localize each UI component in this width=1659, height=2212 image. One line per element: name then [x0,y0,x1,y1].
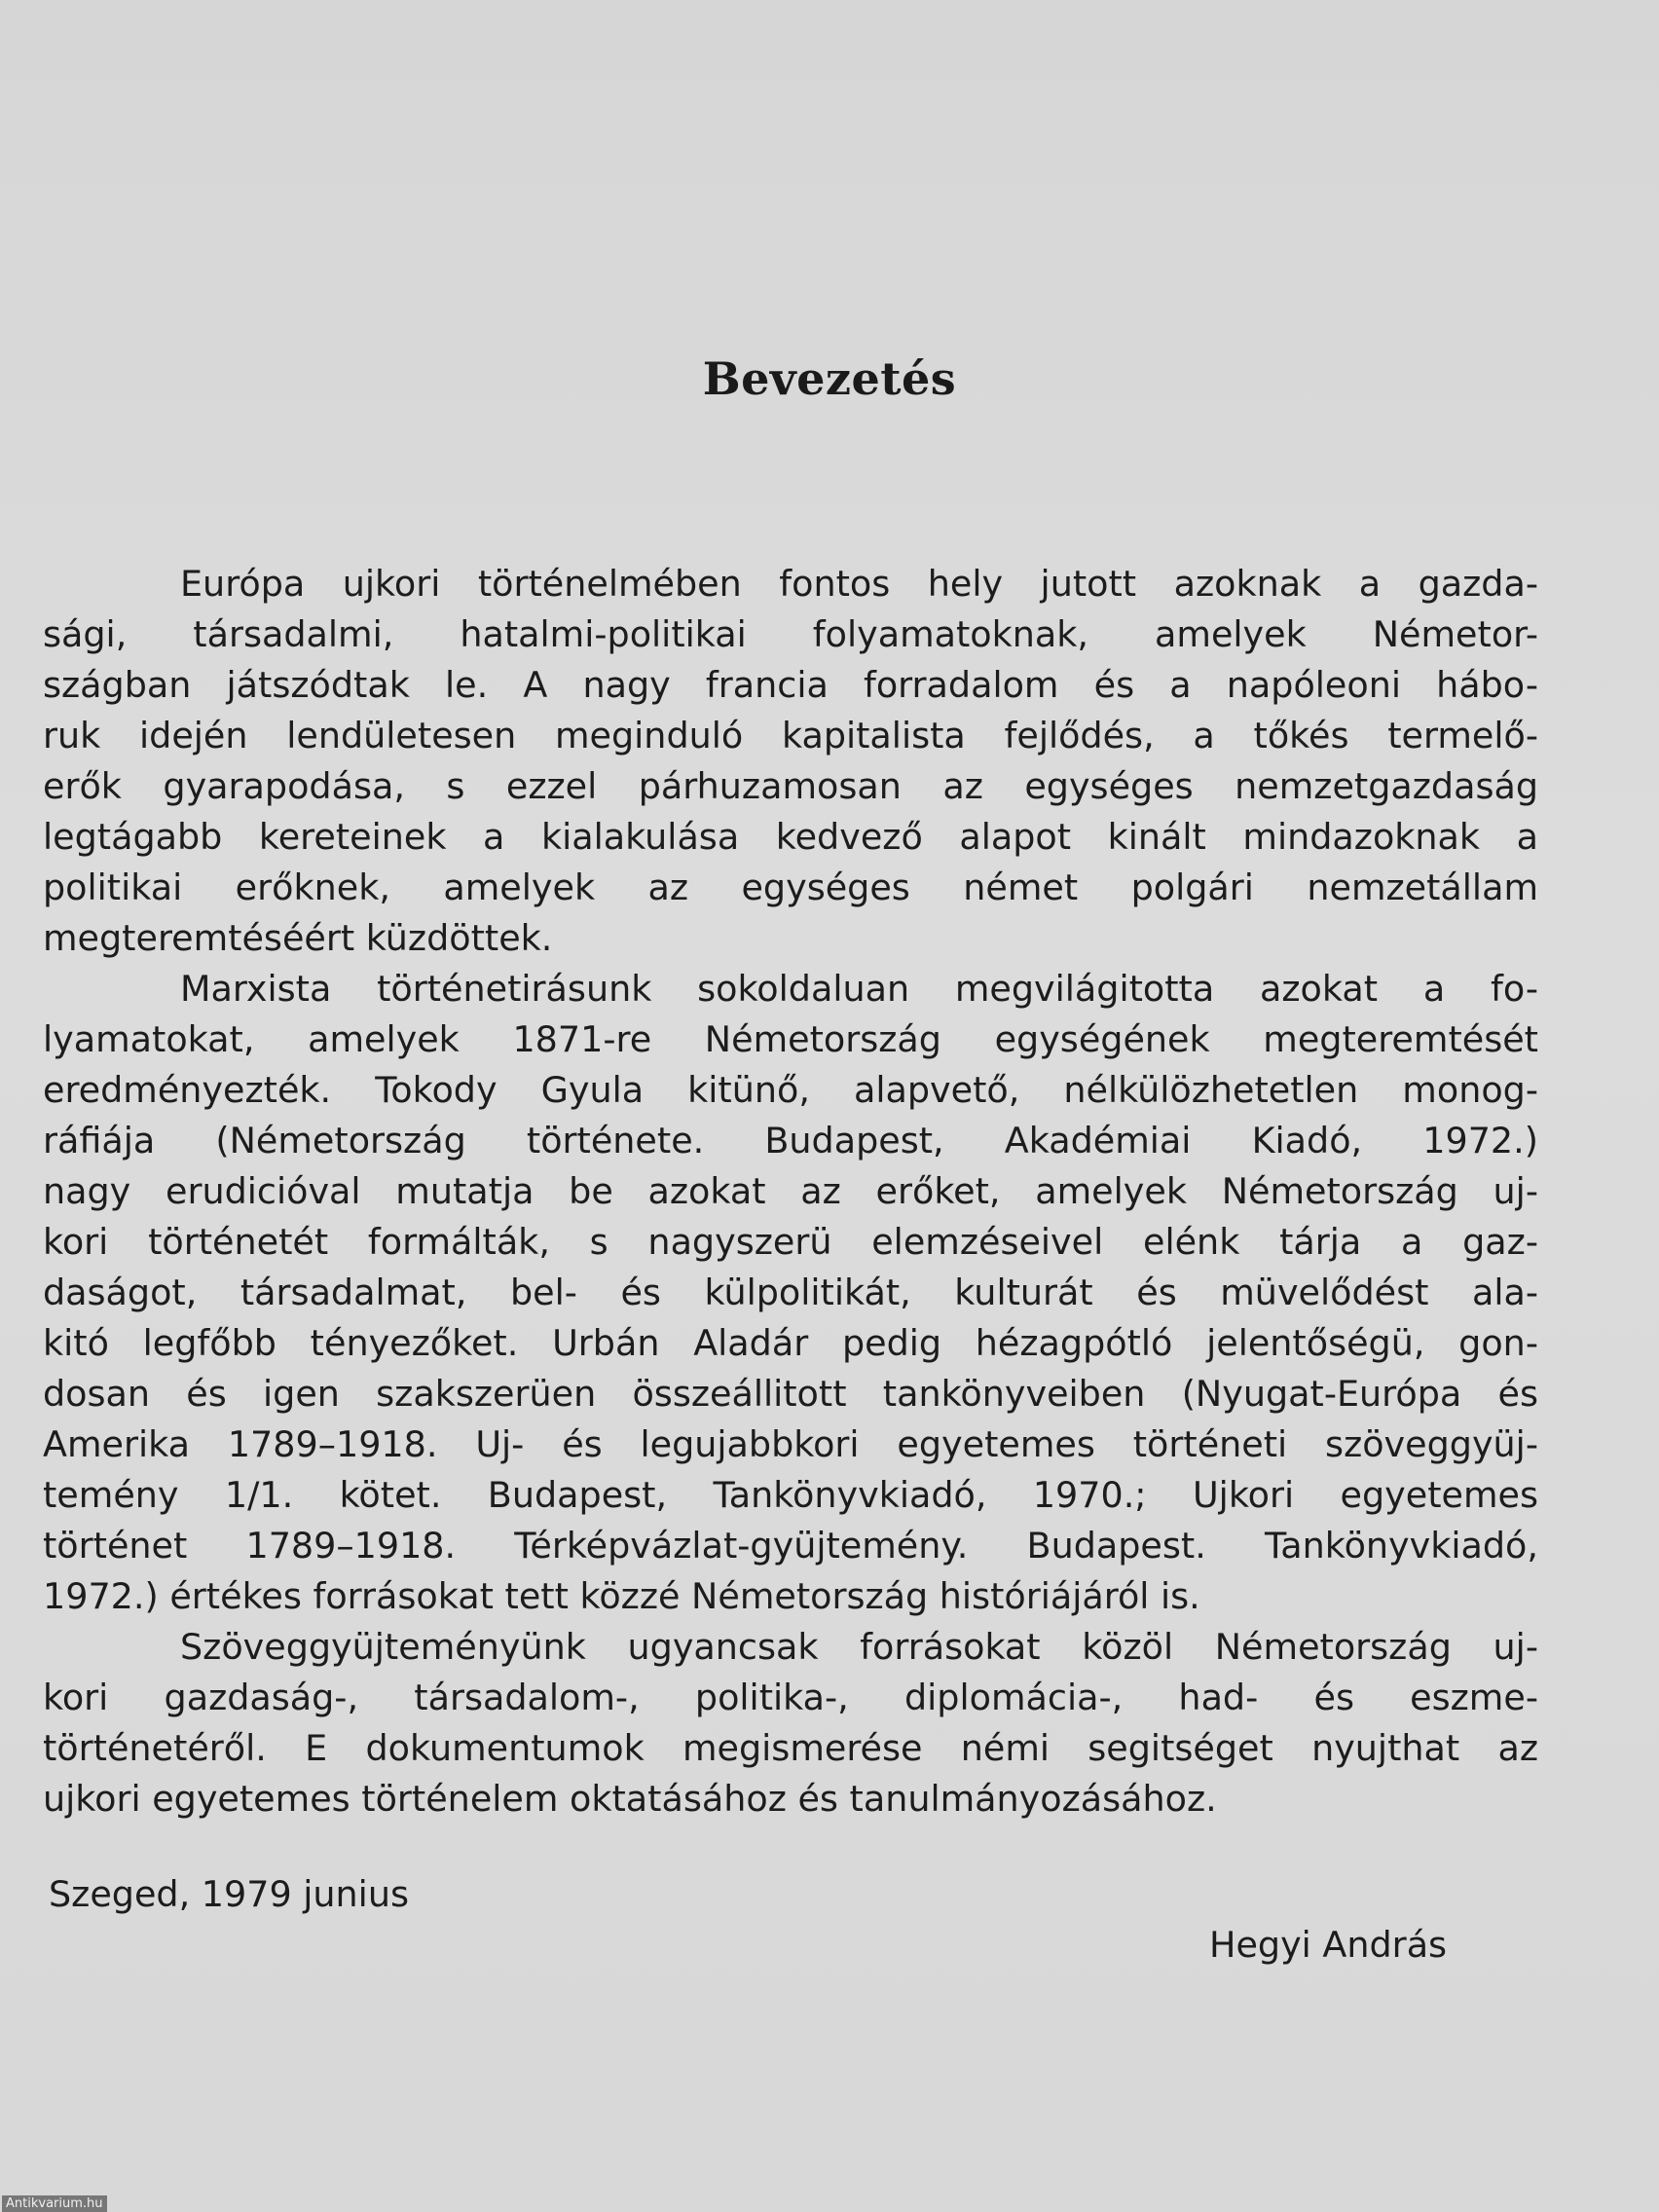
text-line: Szöveggyüjteményünk ugyancsak forrásokat közöl Németország uj- [180,1626,1538,1668]
body-text [43,559,1538,1825]
paragraph-2 [43,964,1538,1622]
text-line: 1972.) értékes forrásokat tett közzé Németország históriájáról is. [43,1575,1200,1617]
paragraph-1 [43,559,1538,964]
text-line: eredményezték. Tokody Gyula kitünő, alapvető, nélkülözhetetlen monog- [43,1069,1538,1111]
text-line: sági, társadalmi, hatalmi-politikai folyamatoknak, amelyek Németor- [43,613,1538,655]
text-line: történetéről. E dokumentumok megismerése némi segitséget nyujthat az [43,1727,1538,1769]
text-line: kori történetét formálták, s nagyszerü elemzéseivel elénk tárja a gaz- [43,1221,1538,1263]
text-line: politikai erőknek, amelyek az egységes német polgári nemzetállam [43,866,1538,908]
text-line: kori gazdaság-, társadalom-, politika-, diplomácia-, had- és eszme- [43,1677,1538,1718]
text-line: legtágabb kereteinek a kialakulása kedvező alapot kinált mindazoknak a [43,816,1538,858]
text-line: szágban játszódtak le. A nagy francia forradalom és a napóleoni hábo- [43,664,1538,706]
text-line: megteremtéséért küzdöttek. [43,917,553,959]
text-line: Európa ujkori történelmében fontos hely jutott azoknak a gazda- [180,563,1538,605]
author-signature: Hegyi András [1209,1924,1448,1966]
place-date: Szeged, 1979 junius [49,1873,409,1915]
text-line: erők gyarapodása, s ezzel párhuzamosan az egységes nemzetgazdaság [43,765,1538,807]
text-line: ruk idején lendületesen meginduló kapitalista fejlődés, a tőkés termelő- [43,715,1538,756]
text-line: Marxista történetirásunk sokoldaluan megvilágitotta azokat a fo- [180,968,1538,1010]
watermark: Antikvarium.hu [2,2195,107,2212]
text-line: lyamatokat, amelyek 1871-re Németország egységének megteremtését [43,1018,1538,1060]
text-line: ráfiája (Németország története. Budapest, Akadémiai Kiadó, 1972.) [43,1120,1538,1161]
text-line: temény 1/1. kötet. Budapest, Tankönyvkiadó, 1970.; Ujkori egyetemes [43,1474,1538,1516]
text-line: kitó legfőbb tényezőket. Urbán Aladár pedig hézagpótló jelentőségü, gon- [43,1322,1538,1364]
text-line: nagy erudicióval mutatja be azokat az erőket, amelyek Németország uj- [43,1170,1538,1212]
page-title: Bevezetés [702,352,957,405]
text-line: Amerika 1789–1918. Uj- és legujabbkori egyetemes történeti szöveggyüj- [43,1423,1538,1465]
text-line: dosan és igen szakszerüen összeállitott tankönyveiben (Nyugat-Európa és [43,1373,1538,1415]
text-line: történet 1789–1918. Térképvázlat-gyüjtemény. Budapest. Tankönyvkiadó, [43,1525,1538,1567]
text-line: ujkori egyetemes történelem oktatásához és tanulmányozásához. [43,1778,1217,1820]
paragraph-3 [43,1622,1538,1825]
text-line: daságot, társadalmat, bel- és külpolitikát, kulturát és müvelődést ala- [43,1272,1538,1313]
